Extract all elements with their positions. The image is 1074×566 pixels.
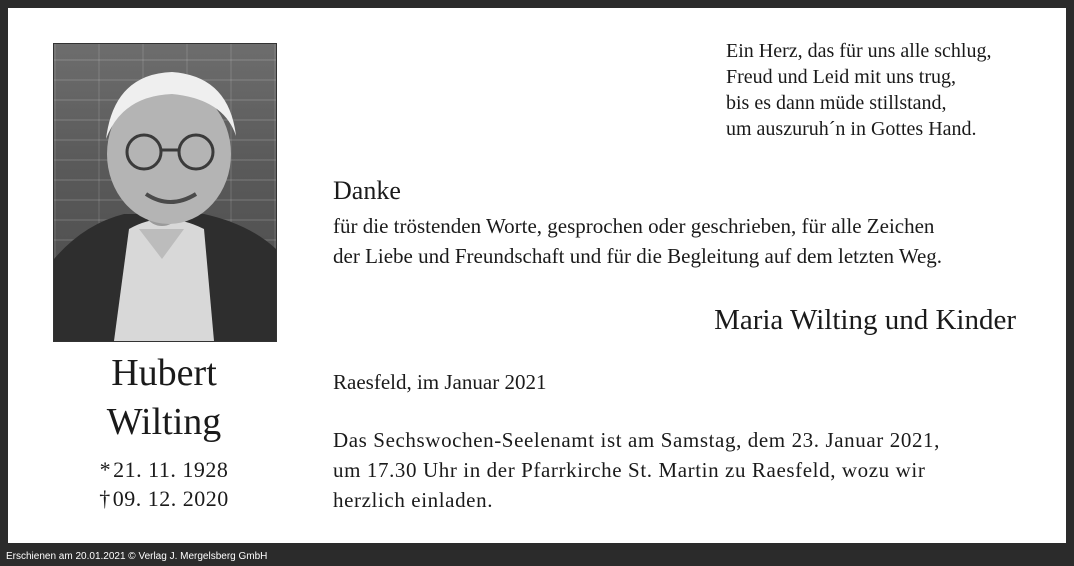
announcement-line: Das Sechswochen-Seelenamt ist am Samstag, dem 23. Januar 2021, [333, 428, 940, 452]
death-date-line [53, 485, 275, 513]
poem-line: Ein Herz, das für uns alle schlug, [726, 40, 992, 62]
thanks-line: der Liebe und Freundschaft und für die Begleitung auf dem letzten Weg. [333, 244, 943, 268]
poem-line: um auszuruh´n in Gottes Hand. [726, 118, 977, 140]
thanks-heading: Danke [333, 176, 401, 205]
death-date: 09. 12. 2020 [112, 486, 229, 511]
family-signature: Maria Wilting und Kinder [714, 304, 1016, 336]
deceased-first-name: Hubert [111, 352, 217, 394]
poem-line: bis es dann müde stillstand, [726, 92, 947, 114]
thanks-line: für die tröstenden Worte, gesprochen oder geschrieben, für alle Zeichen [333, 214, 935, 238]
portrait-photo [53, 43, 277, 342]
birth-symbol: * [99, 457, 112, 482]
birth-date-line [53, 456, 275, 484]
poem-verse [726, 38, 1056, 142]
portrait-figure [54, 44, 276, 341]
announcement-line: herzlich einladen. [333, 488, 494, 512]
memorial-service-announcement [333, 425, 1033, 515]
poem-line: Freud und Leid mit uns trug, [726, 66, 956, 88]
obituary-card [8, 8, 1066, 543]
thanks-text [333, 211, 1033, 271]
deceased-last-name: Wilting [106, 401, 222, 443]
birth-date: 21. 11. 1928 [113, 457, 229, 482]
publication-footer: Erschienen am 20.01.2021 © Verlag J. Mergelsberg GmbH [6, 551, 268, 562]
announcement-line: um 17.30 Uhr in der Pfarrkirche St. Martin zu Raesfeld, wozu wir [333, 458, 926, 482]
death-symbol: † [99, 486, 111, 511]
place-and-date: Raesfeld, im Januar 2021 [333, 370, 547, 394]
